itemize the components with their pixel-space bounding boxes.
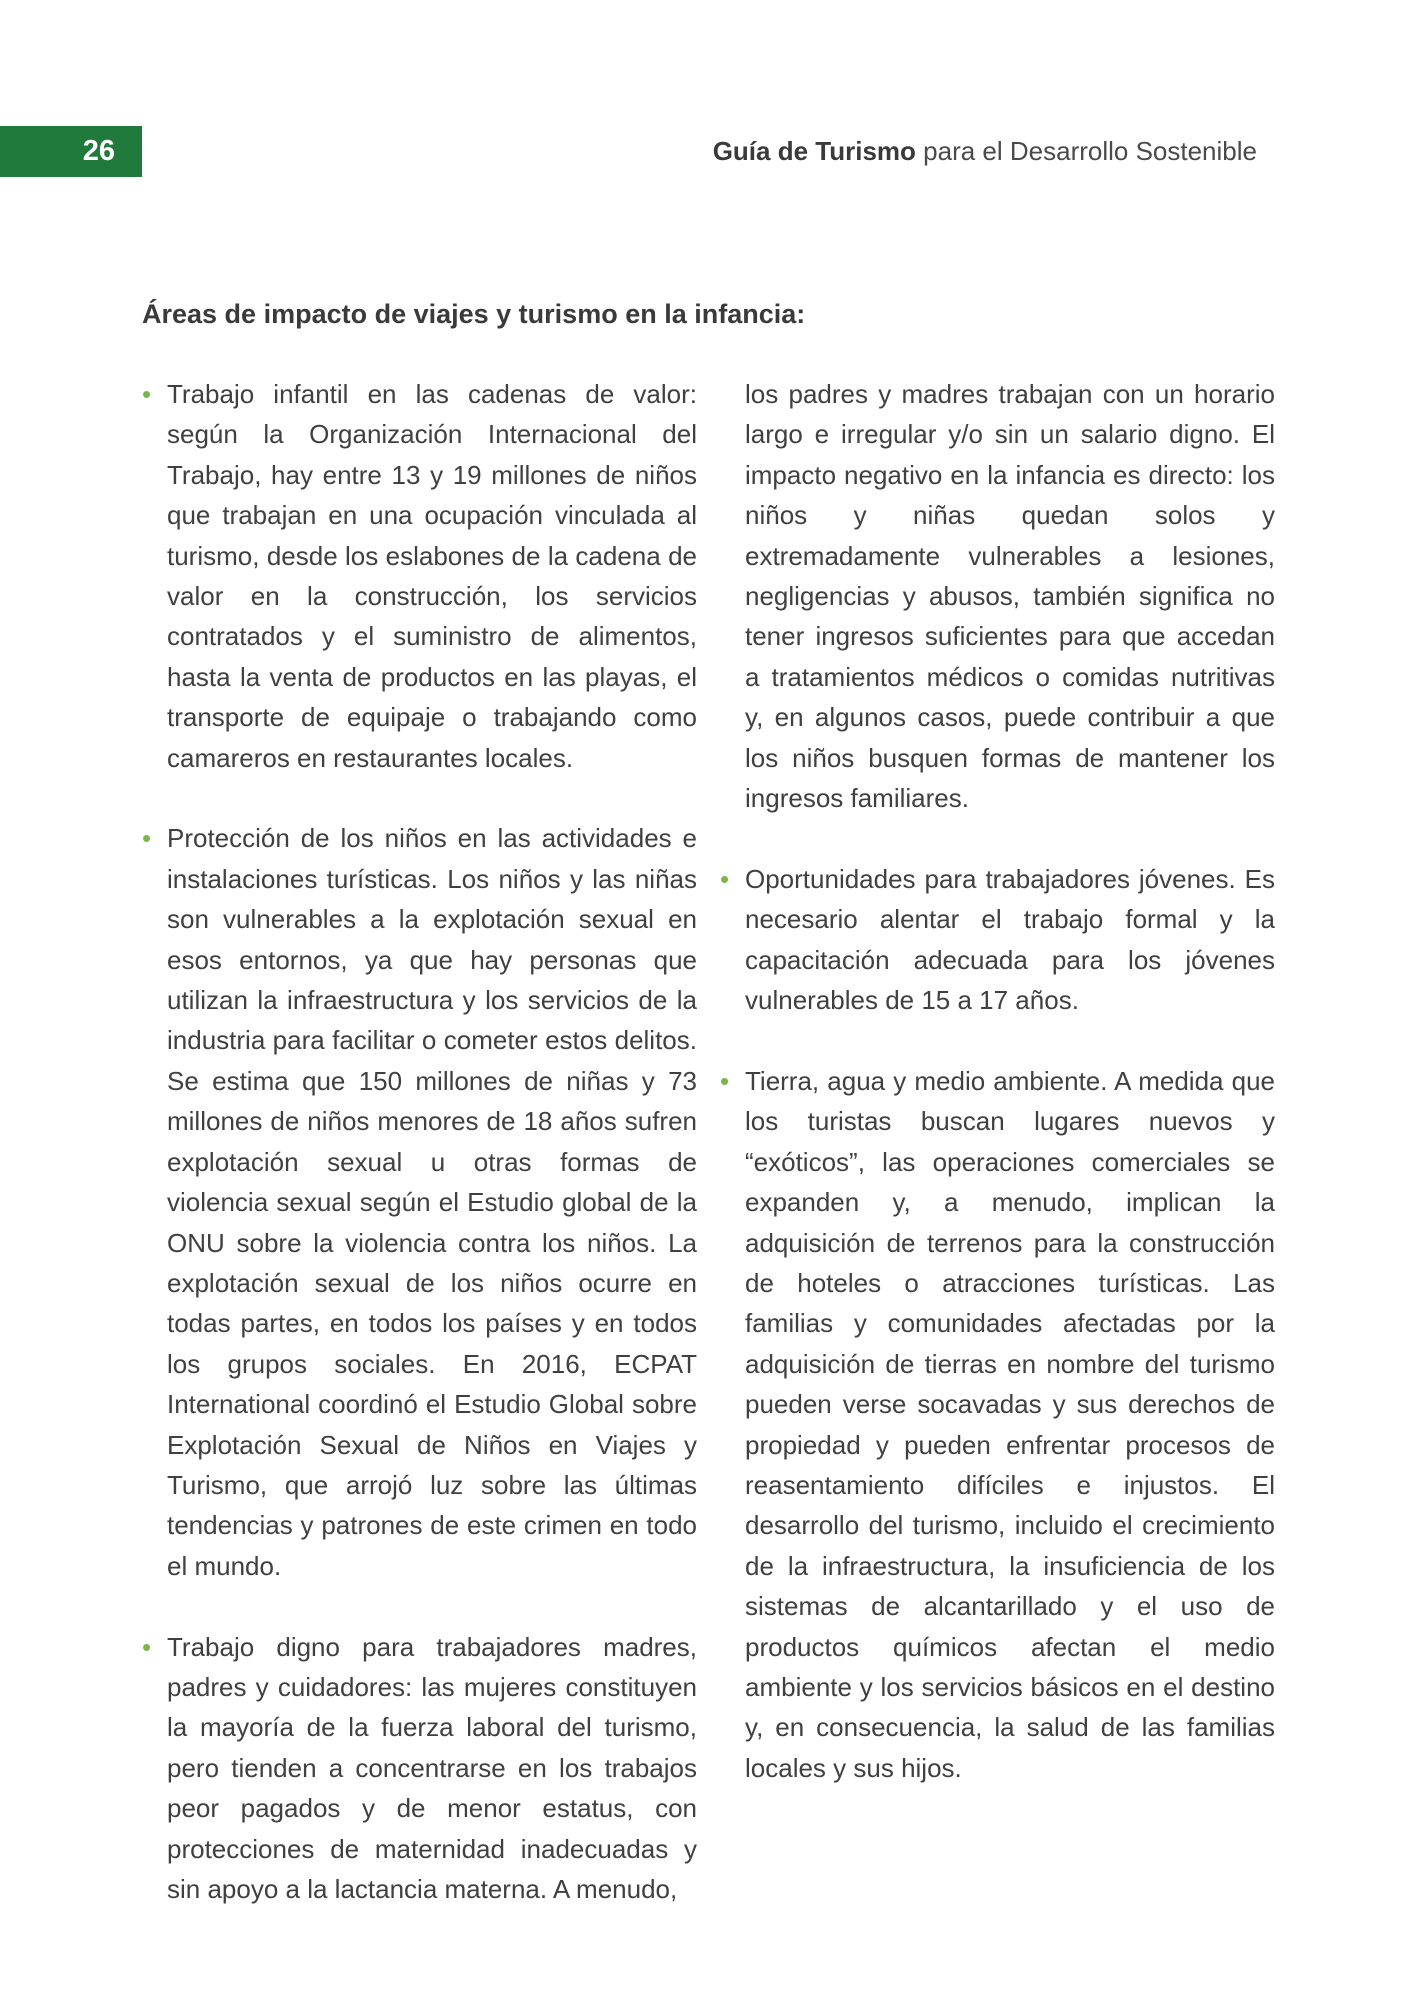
bullet-item-environment — [720, 1061, 1275, 1788]
bullet-text: Protección de los niños en las actividades e instalaciones turísticas. Los niños y las niñas son vulnerables a la explotación sexual en esos entornos, ya que hay personas que utilizan la infraestructura y los servicios de la industria para facilitar o cometer estos delitos. Se estima que 150 millones de niñas y 73 millones de niños menores de 18 años sufren explotación sexual u otras formas de violencia sexual según el Estudio global de la ONU sobre la violencia contra los niños. La explotación sexual de los niños ocurre en todas partes, en todos los países y en todos los grupos sociales. En 2016, ECPAT International coordinó el Estudio Global sobre Explotación Sexual de Niños en Viajes y Turismo, que arrojó luz sobre las últimas tendencias y patrones de este crimen en todo el mundo. — [167, 823, 697, 1581]
bullet-item-child-protection — [142, 818, 697, 1586]
bullet-item-young-workers — [720, 859, 1275, 1021]
right-column — [720, 374, 1275, 1829]
bullet-dot-icon: • — [720, 863, 730, 894]
bullet-dot-icon: • — [142, 823, 152, 854]
running-header-subtitle: para el Desarrollo Sostenible — [915, 136, 1257, 166]
bullet-item-child-labor — [142, 374, 697, 778]
left-bullet-list — [142, 374, 697, 1909]
bullet-text: Tierra, agua y medio ambiente. A medida que los turistas buscan lugares nuevos y “exóticos”, las operaciones comerciales se expanden y, a menudo, implican la adquisición de terrenos para la construcción de hoteles o atracciones turísticas. Las familias y comunidades afectadas por la adquisición de tierras en nombre del turismo pueden verse socavadas y sus derechos de propiedad y pueden enfrentar procesos de reasentamiento difíciles e injustos. El desarrollo del turismo, incluido el crecimiento de la infraestructura, la insuficiencia de los sistemas de alcantarillado y el uso de productos químicos afectan el medio ambiente y los servicios básicos en el destino y, en consecuencia, la salud de las familias locales y sus hijos. — [745, 1065, 1275, 1783]
bullet-dot-icon: • — [720, 1065, 730, 1096]
bullet-text: Trabajo digno para trabajadores madres, padres y cuidadores: las mujeres constituyen la mayoría de la fuerza laboral del turismo, pero tienden a concentrarse en los trabajos peor pagados y de menor estatus, con protecciones de maternidad inadecuadas y sin apoyo a la lactancia materna. A menudo, — [167, 1631, 697, 1904]
right-bullet-list — [720, 859, 1275, 1788]
bullet-continuation-text: los padres y madres trabajan con un horario largo e irregular y/o sin un salario digno. El impacto negativo en la infancia es directo: los niños y niñas quedan solos y extremadamente vulnerables a lesiones, negligencias y abusos, también significa no tener ingresos suficientes para que accedan a tratamientos médicos o comidas nutritivas y, en algunos casos, puede contribuir a que los niños busquen formas de mantener los ingresos familiares. — [745, 379, 1275, 814]
page-number: 26 — [0, 126, 142, 177]
bullet-text: Oportunidades para trabajadores jóvenes. Es necesario alentar el trabajo formal y la capacitación adecuada para los jóvenes vulnerables de 15 a 17 años. — [745, 863, 1275, 1016]
bullet-dot-icon: • — [142, 379, 152, 409]
bullet-dot-icon: • — [142, 1631, 152, 1662]
running-header-title: Guía de Turismo — [712, 136, 916, 166]
running-header — [713, 134, 1257, 168]
left-column — [142, 374, 697, 1950]
bullet-item-decent-work — [142, 1627, 697, 1910]
bullet-text: Trabajo infantil en las cadenas de valor: según la Organización Internacional del Trabajo, hay entre 13 y 19 millones de niños que trabajan en una ocupación vinculada al turismo, desde los eslabones de la cadena de valor en la construcción, los servicios contratados y el suministro de alimentos, hasta la venta de productos en las playas, el transporte de equipaje o trabajando como camareros en restaurantes locales. — [167, 379, 697, 773]
section-heading: Áreas de impacto de viajes y turismo en la infancia: — [142, 299, 806, 329]
